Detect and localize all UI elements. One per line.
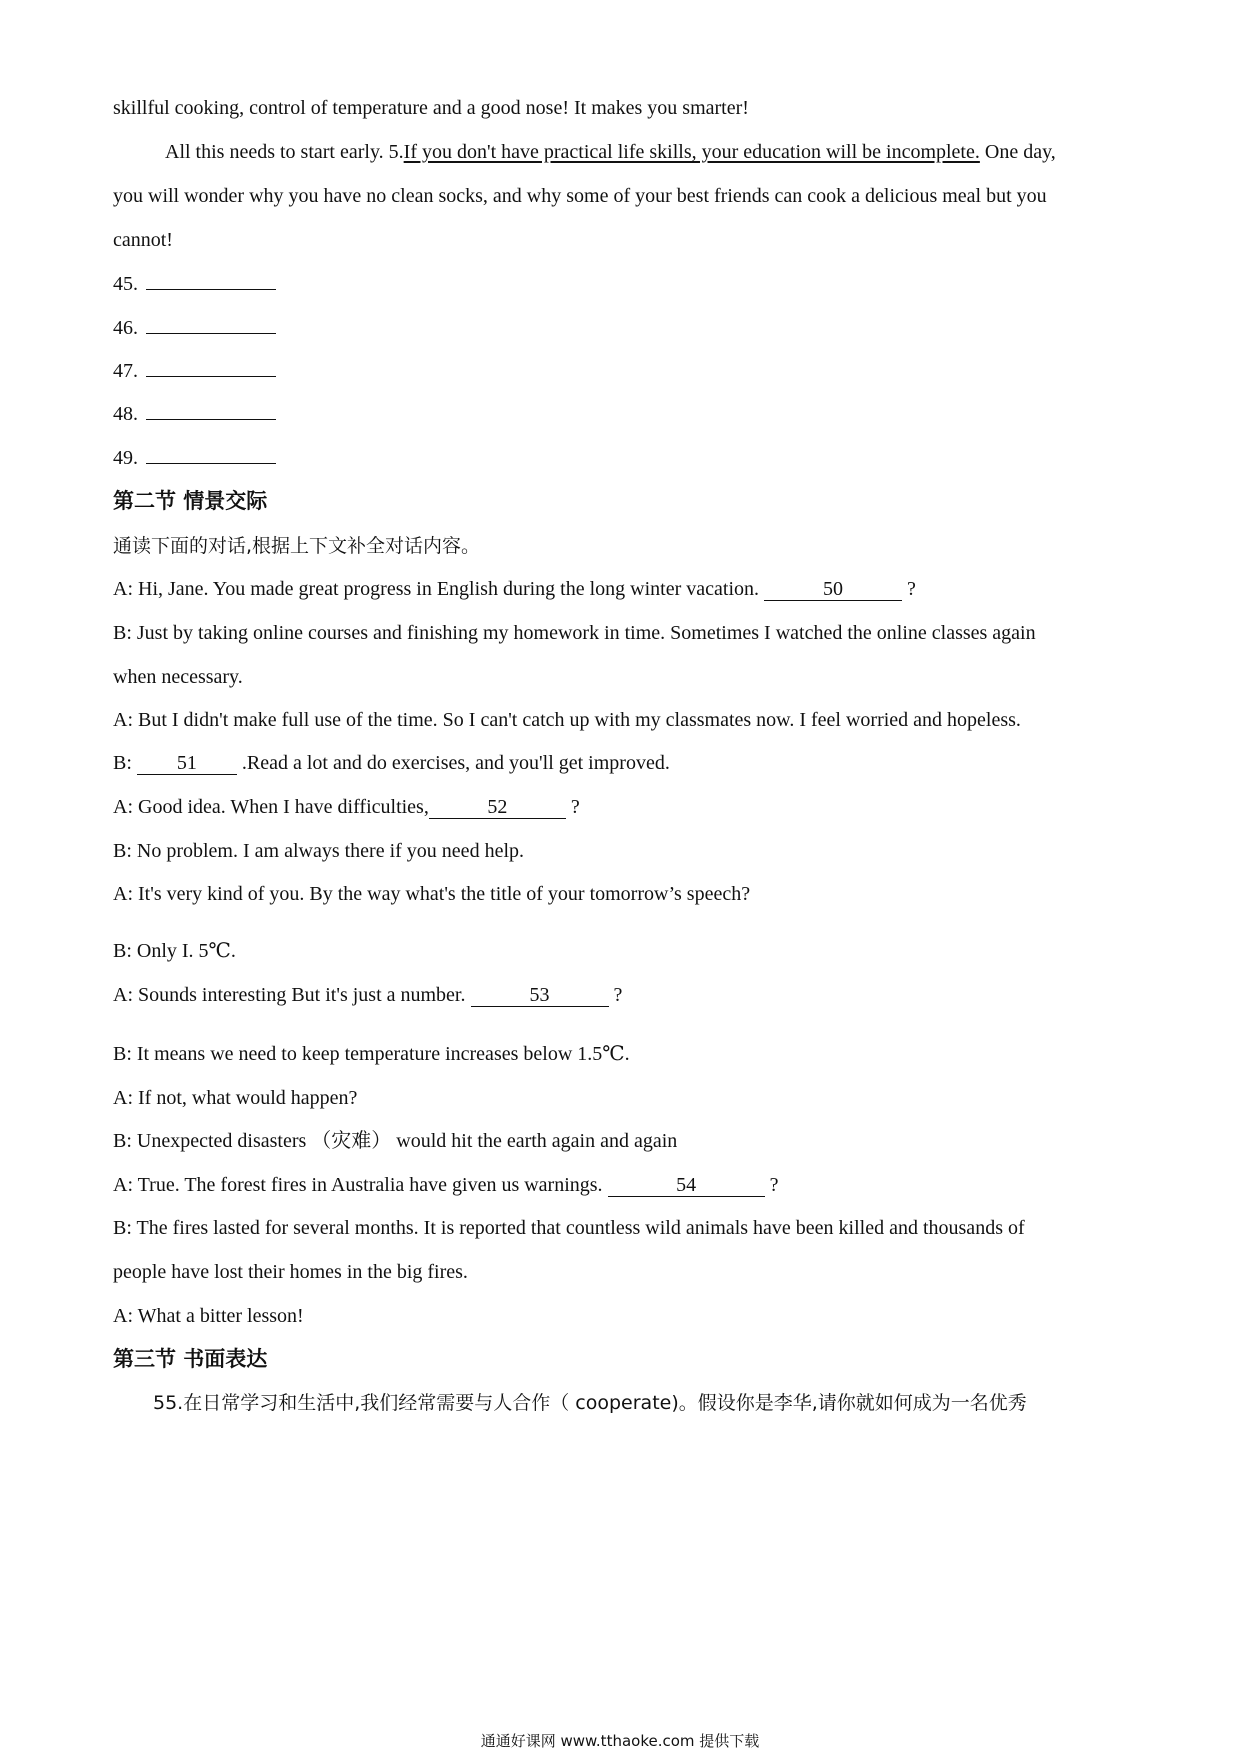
blank-51[interactable]: 51	[137, 752, 237, 775]
dialogue-line-8: B: Only I. 5℃.	[113, 940, 236, 962]
dialogue-line-5	[113, 793, 580, 821]
section3-heading: 第三节 书面表达	[113, 1347, 268, 1371]
answer-number: 45.	[113, 273, 138, 295]
answer-number: 46.	[113, 317, 138, 339]
dialogue-text: ?	[764, 1174, 779, 1196]
answer-line-45	[113, 270, 276, 298]
answer-blank[interactable]	[146, 271, 276, 290]
dialogue-text: A: Hi, Jane. You made great progress in English during the long winter vacation.	[113, 578, 764, 600]
passage-line: skillful cooking, control of temperature and a good nose! It makes you smarter!	[113, 97, 749, 119]
blank-50[interactable]: 50	[764, 578, 902, 601]
dialogue-line-2b: when necessary.	[113, 666, 243, 688]
dialogue-line-2a: B: Just by taking online courses and finishing my homework in time. Sometimes I watched the online classes again	[113, 622, 1036, 644]
answer-number: 47.	[113, 360, 138, 382]
dialogue-line-15: A: What a bitter lesson!	[113, 1305, 304, 1327]
passage-text: All this needs to start early. 5.	[165, 141, 404, 163]
section2-heading: 第二节 情景交际	[113, 489, 268, 513]
blank-52[interactable]: 52	[429, 796, 566, 819]
passage-line: you will wonder why you have no clean socks, and why some of your best friends can cook a delicious meal but you	[113, 185, 1047, 207]
blank-54[interactable]: 54	[608, 1174, 765, 1197]
dialogue-line-3: A: But I didn't make full use of the time. So I can't catch up with my classmates now. I feel worried and hopeless.	[113, 709, 1021, 731]
dialogue-line-1	[113, 575, 916, 603]
dialogue-text: B:	[113, 752, 137, 774]
answer-blank[interactable]	[146, 358, 276, 377]
dialogue-text: A: Good idea. When I have difficulties,	[113, 796, 429, 818]
section2-instruction: 通读下面的对话,根据上下文补全对话内容。	[113, 535, 481, 557]
dialogue-line-6: B: No problem. I am always there if you need help.	[113, 840, 524, 862]
dialogue-line-10: B: It means we need to keep temperature increases below 1.5℃.	[113, 1043, 630, 1065]
dialogue-text: A: True. The forest fires in Australia have given us warnings.	[113, 1174, 608, 1196]
dialogue-line-14a: B: The fires lasted for several months. It is reported that countless wild animals have been killed and thousands of	[113, 1217, 1025, 1239]
answer-number: 48.	[113, 403, 138, 425]
answer-line-47	[113, 357, 276, 385]
dialogue-text: .Read a lot and do exercises, and you'll get improved.	[236, 752, 670, 774]
footer-watermark: 通通好课网 www.tthaoke.com 提供下载	[480, 1732, 760, 1750]
answer-blank[interactable]	[146, 401, 276, 420]
dialogue-line-13	[113, 1171, 778, 1199]
passage-line: cannot!	[113, 229, 173, 251]
underlined-sentence: If you don't have practical life skills, your education will be incomplete.	[403, 141, 980, 163]
answer-line-46	[113, 314, 276, 342]
answer-number: 49.	[113, 447, 138, 469]
blank-53[interactable]: 53	[471, 984, 609, 1007]
passage-text: One day,	[979, 141, 1056, 163]
dialogue-text: A: Sounds interesting But it's just a number.	[113, 984, 471, 1006]
answer-line-49	[113, 444, 276, 472]
dialogue-line-11: A: If not, what would happen?	[113, 1087, 358, 1109]
dialogue-line-9	[113, 981, 622, 1009]
dialogue-text: ?	[608, 984, 623, 1006]
dialogue-text: ?	[565, 796, 580, 818]
question-55: 55.在日常学习和生活中,我们经常需要与人合作（ cooperate)。假设你是李华,请你就如何成为一名优秀	[153, 1392, 1027, 1414]
dialogue-line-4	[113, 749, 670, 777]
dialogue-line-14b: people have lost their homes in the big fires.	[113, 1261, 468, 1283]
answer-blank[interactable]	[146, 315, 276, 334]
answer-blank[interactable]	[146, 445, 276, 464]
dialogue-line-12: B: Unexpected disasters （灾难） would hit the earth again and again	[113, 1130, 678, 1152]
dialogue-text: ?	[902, 578, 916, 600]
answer-line-48	[113, 400, 276, 428]
dialogue-line-7: A: It's very kind of you. By the way what's the title of your tomorrow’s speech?	[113, 883, 751, 905]
passage-line	[165, 138, 1056, 166]
